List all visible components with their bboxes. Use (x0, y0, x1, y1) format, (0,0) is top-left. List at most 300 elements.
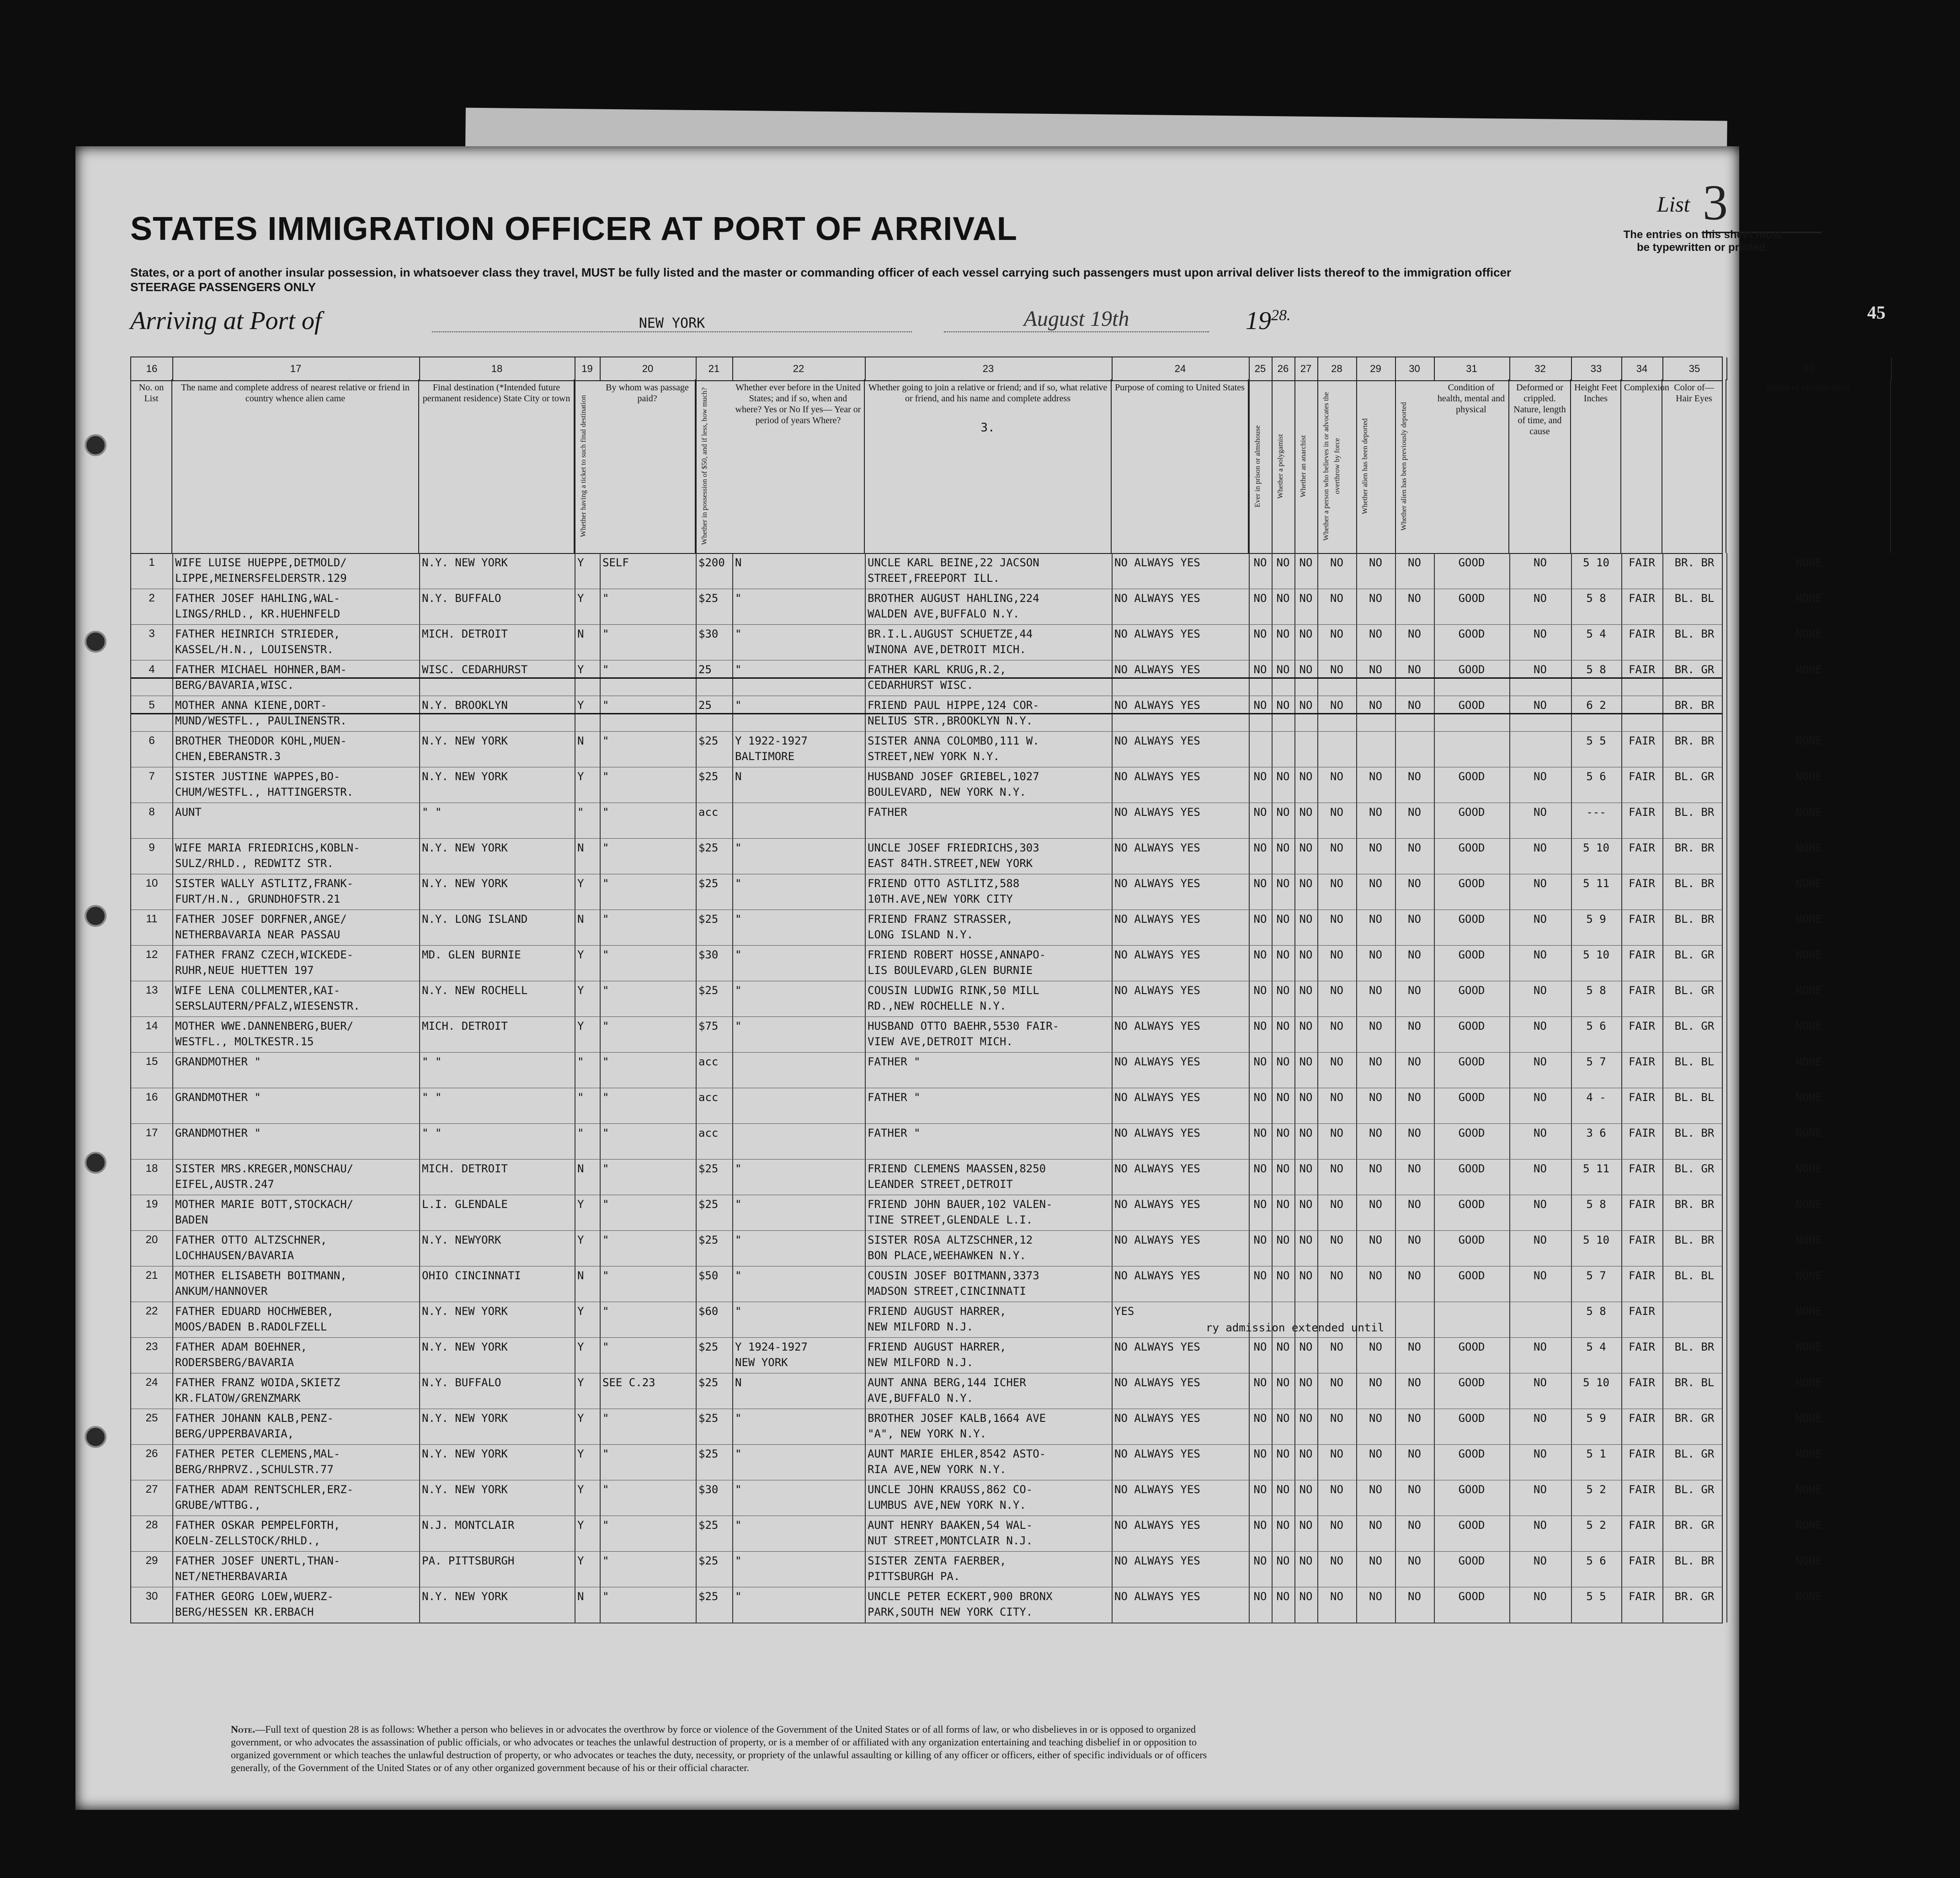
final-destination: N.Y. BUFFALO (422, 1376, 501, 1389)
table-row (131, 624, 1822, 660)
binder-ring-4 (85, 1152, 107, 1174)
deformed-flag: NO (1534, 1269, 1547, 1282)
deported-flag: NO (1369, 1519, 1382, 1532)
deformed-flag: NO (1534, 1447, 1547, 1460)
q28-flag: NO (1330, 1055, 1343, 1068)
prison-flag: NO (1253, 1519, 1267, 1532)
identification-marks: NONE (1795, 1341, 1822, 1353)
hair-eye-color: BR. BR (1674, 556, 1715, 569)
relative-address: FATHER OSKAR PEMPELFORTH, KOELN-ZELLSTOCK/RHLD., (175, 1519, 341, 1547)
table-row (131, 1587, 1822, 1623)
passage-paid-by: " (602, 1412, 609, 1425)
hair-eye-color: BR. GR (1674, 663, 1715, 676)
deformed-flag: NO (1534, 1554, 1547, 1567)
q28-flag: NO (1330, 1127, 1343, 1139)
complexion: FAIR (1629, 1055, 1655, 1068)
passage-paid-by: " (602, 1305, 609, 1318)
previous-visit: Y 1924-1927 NEW YORK (735, 1341, 808, 1369)
identification-marks: NONE (1795, 1412, 1822, 1425)
ticket-flag: N (577, 1269, 584, 1282)
anarchist-flag: NO (1299, 1483, 1313, 1496)
deported-flag: NO (1369, 1091, 1382, 1104)
money-amount: acc (698, 1127, 719, 1139)
identification-marks: NONE (1795, 1091, 1822, 1104)
q28-flag: NO (1330, 1091, 1343, 1104)
table-row (131, 1409, 1822, 1445)
column-heading-31: Condition of health, mental and physical (1434, 379, 1509, 553)
hair-eye-color: BR. BR (1674, 1198, 1715, 1211)
complexion: FAIR (1629, 1590, 1655, 1603)
health-condition: GOOD (1458, 1091, 1485, 1104)
anarchist-flag: NO (1299, 628, 1313, 640)
prev-deported-flag: NO (1408, 1412, 1421, 1425)
column-number-34: 34 (1621, 357, 1663, 380)
money-amount: $25 (698, 592, 719, 605)
prev-deported-flag: NO (1408, 806, 1421, 819)
previous-visit: " (735, 877, 742, 890)
complexion: FAIR (1629, 1519, 1655, 1532)
height: 5 8 (1586, 984, 1606, 997)
joining-relative: FATHER " (868, 1127, 921, 1139)
money-amount: $25 (698, 1198, 719, 1211)
relative-address: WIFE MARIA FRIEDRICHS,KOBLN- SULZ/RHLD., REDWITZ STR. (175, 841, 360, 870)
prison-flag: NO (1253, 770, 1267, 783)
previous-visit: N (735, 770, 742, 783)
column-number-33: 33 (1571, 357, 1622, 380)
complexion: FAIR (1629, 628, 1655, 640)
anarchist-flag: NO (1299, 948, 1313, 961)
table-row (131, 945, 1822, 981)
money-amount: $60 (698, 1305, 719, 1318)
previous-visit: " (735, 1590, 742, 1603)
health-condition: GOOD (1458, 1341, 1485, 1353)
row-number: 24 (145, 1376, 158, 1389)
polygamist-flag: NO (1276, 1162, 1290, 1175)
hair-eye-color: BR. BR (1674, 841, 1715, 854)
complexion: FAIR (1629, 592, 1655, 605)
ticket-flag: " (577, 1055, 584, 1068)
purpose-of-visit: NO ALWAYS YES (1114, 948, 1200, 961)
health-condition: GOOD (1458, 1590, 1485, 1603)
passage-paid-by: " (602, 1554, 609, 1567)
column-number-24: 24 (1112, 357, 1250, 380)
row-number: 1 (149, 556, 155, 569)
purpose-of-visit: NO ALWAYS YES (1114, 556, 1200, 569)
polygamist-flag: NO (1276, 770, 1290, 783)
hair-eye-color: BL. BR (1674, 913, 1715, 926)
prev-deported-flag: NO (1408, 1162, 1421, 1175)
purpose-of-visit: NO ALWAYS YES (1114, 1412, 1200, 1425)
arriving-label: Arriving at Port of (130, 307, 322, 335)
deformed-flag: NO (1534, 1162, 1547, 1175)
deformed-flag: NO (1534, 913, 1547, 926)
previous-visit (732, 1088, 865, 1123)
prison-flag: NO (1253, 1127, 1267, 1139)
money-amount: $25 (698, 1234, 719, 1246)
purpose-of-visit: NO ALWAYS YES (1114, 877, 1200, 890)
final-destination: N.Y. NEW YORK (422, 1412, 508, 1425)
money-amount: acc (698, 1091, 719, 1104)
hair-eye-color: BR. BL (1674, 1376, 1715, 1389)
polygamist-flag: NO (1276, 1198, 1290, 1211)
polygamist-flag: NO (1276, 1091, 1290, 1104)
height: 5 10 (1583, 841, 1609, 854)
ticket-flag: Y (577, 1020, 584, 1032)
anarchist-flag: NO (1299, 1590, 1313, 1603)
money-amount: $30 (698, 1483, 719, 1496)
table-row (131, 660, 1822, 696)
complexion: FAIR (1629, 1412, 1655, 1425)
health-condition: GOOD (1458, 1412, 1485, 1425)
table-row (131, 874, 1822, 910)
column-heading-28: Whether a person who believes in or advocates the overthrow by force (1317, 379, 1356, 553)
prev-deported-flag: NO (1408, 1055, 1421, 1068)
year-prefix: 19 (1246, 307, 1271, 335)
height: 5 5 (1586, 734, 1606, 747)
passage-paid-by: " (602, 770, 609, 783)
anarchist-flag: NO (1299, 1412, 1313, 1425)
column-23-mark: 3. (980, 421, 995, 435)
final-destination: N.Y. NEW YORK (422, 734, 508, 747)
strike-through-line (131, 713, 1722, 714)
deformed-flag: NO (1534, 1341, 1547, 1353)
purpose-of-visit: NO ALWAYS YES (1114, 1055, 1200, 1068)
purpose-of-visit: NO ALWAYS YES (1114, 1376, 1200, 1389)
joining-relative: FATHER " (868, 1091, 921, 1104)
health-condition: GOOD (1458, 1055, 1485, 1068)
final-destination: MICH. DETROIT (422, 1020, 508, 1032)
hair-eye-color: BL. BR (1674, 877, 1715, 890)
q28-flag: NO (1330, 1483, 1343, 1496)
prev-deported-flag: NO (1408, 1519, 1421, 1532)
column-number-30: 30 (1395, 357, 1435, 380)
table-row (131, 1266, 1822, 1302)
anarchist-flag: NO (1299, 806, 1313, 819)
deported-flag: NO (1369, 1590, 1382, 1603)
previous-visit: " (735, 628, 742, 640)
binder-ring-3 (85, 905, 107, 927)
ticket-flag: N (577, 1590, 584, 1603)
deported-flag: NO (1369, 1412, 1382, 1425)
anarchist-flag: NO (1299, 1269, 1313, 1282)
final-destination: N.Y. NEW YORK (422, 1590, 508, 1603)
passage-paid-by: " (602, 592, 609, 605)
column-heading-34: Complexion (1621, 379, 1662, 553)
column-heading-20: By whom was passage paid? (600, 379, 696, 553)
height: 5 4 (1586, 1341, 1606, 1353)
joining-relative: FATHER " (868, 1055, 921, 1068)
table-row (131, 981, 1822, 1017)
anarchist-flag: NO (1299, 1127, 1313, 1139)
previous-visit: " (735, 1483, 742, 1496)
row-number: 22 (145, 1305, 158, 1317)
joining-relative: SISTER ZENTA FAERBER, PITTSBURGH PA. (868, 1554, 1007, 1583)
relative-address: GRANDMOTHER " (175, 1055, 261, 1068)
q28-flag: NO (1330, 592, 1343, 605)
footnote-text: —Full text of question 28 is as follows: Whether a person who believes in or advocates the overthrow by force or violence of the Government of the United States or of all forms of law, or who disbelieves in or is opposed to organized government, or who advocates the assassination of public officials, or who advocates or teaches the unlawful destruction of property, or is a member of or affiliated with any organization entertaining and teaching disbelief in or opposition to organized government or which teaches the unlawful destruction of property, or who advocates or teaches the duty, necessity, or propriety of the unlawful assaulting or killing of any officer or officers, either of specific individuals or of officers generally, of the Government of the United States or of any other organized government because of his or their official character. (231, 1724, 1207, 1773)
table-row (131, 1444, 1822, 1480)
strike-through-line (131, 677, 1722, 679)
joining-relative: UNCLE JOSEF FRIEDRICHS,303 EAST 84TH.STREET,NEW YORK (868, 841, 1039, 870)
health-condition: GOOD (1458, 1020, 1485, 1032)
deformed-flag: NO (1534, 1091, 1547, 1104)
table-row (131, 696, 1722, 732)
column-number-23: 23 (865, 357, 1113, 380)
deported-flag: NO (1369, 913, 1382, 926)
row-number: 19 (145, 1198, 158, 1210)
joining-relative: FRIEND ROBERT HOSSE,ANNAPO- LIS BOULEVARD,GLEN BURNIE (868, 948, 1046, 977)
q28-flag: NO (1330, 1269, 1343, 1282)
prev-deported-flag: NO (1408, 628, 1421, 640)
q28-flag: NO (1330, 1590, 1343, 1603)
money-amount: $50 (698, 1269, 719, 1282)
anarchist-flag: NO (1299, 1020, 1313, 1032)
table-row (131, 1480, 1822, 1516)
relative-address: FATHER ADAM BOEHNER, RODERSBERG/BAVARIA (175, 1341, 307, 1369)
relative-address: MOTHER ELISABETH BOITMANN, ANKUM/HANNOVER (175, 1269, 347, 1298)
prev-deported-flag: NO (1408, 592, 1421, 605)
identification-marks: NONE (1795, 556, 1822, 569)
column-number-row (130, 356, 1815, 381)
page-number: 45 (1867, 302, 1885, 323)
prison-flag: NO (1253, 1447, 1267, 1460)
ticket-flag: Y (577, 1554, 584, 1567)
final-destination: N.Y. NEW YORK (422, 770, 508, 783)
money-amount: $25 (698, 1376, 719, 1389)
prison-flag: NO (1253, 1162, 1267, 1175)
health-condition: GOOD (1458, 1554, 1485, 1567)
subtitle-text: States, or a port of another insular possession, in whatsoever class they travel, MUST be fully listed and the master or commanding officer of each vessel carrying such passengers must upon arrival deliver lists thereof to the immigration officer (130, 266, 1512, 279)
final-destination: N.Y. NEW YORK (422, 1447, 508, 1460)
money-amount: $25 (698, 877, 719, 890)
complexion: FAIR (1629, 1483, 1655, 1496)
row-number: 12 (145, 948, 158, 961)
joining-relative: FRIEND AUGUST HARRER, NEW MILFORD N.J. (868, 1341, 1007, 1369)
prison-flag: NO (1253, 592, 1267, 605)
page-title: STATES IMMIGRATION OFFICER AT PORT OF ARRIVAL (130, 211, 1017, 247)
ticket-flag: N (577, 841, 584, 854)
relative-address: FATHER JOSEF DORFNER,ANGE/ NETHERBAVARIA NEAR PASSAU (175, 913, 347, 941)
deformed-flag: NO (1534, 1412, 1547, 1425)
deformed-flag: NO (1534, 1020, 1547, 1032)
previous-visit: " (735, 1412, 742, 1425)
final-destination: N.Y. NEW YORK (422, 841, 508, 854)
polygamist-flag: NO (1276, 984, 1290, 997)
health-condition: GOOD (1458, 628, 1485, 640)
ticket-flag: " (577, 1127, 584, 1139)
anarchist-flag: NO (1299, 1055, 1313, 1068)
table-row (131, 1230, 1822, 1266)
row-number: 9 (149, 841, 155, 854)
prev-deported-flag: NO (1408, 1554, 1421, 1567)
hair-eye-color: BL. GR (1674, 1447, 1715, 1460)
column-number-35: 35 (1662, 357, 1727, 380)
polygamist-flag: NO (1276, 806, 1290, 819)
height: 5 5 (1586, 1590, 1606, 1603)
previous-visit: " (735, 699, 742, 712)
identification-marks (1726, 696, 1891, 731)
previous-visit (732, 1123, 865, 1159)
health-condition: GOOD (1458, 663, 1485, 676)
table-row (131, 1373, 1822, 1409)
purpose-of-visit: NO ALWAYS YES (1114, 1483, 1200, 1496)
hair-eye-color: BL. GR (1674, 1483, 1715, 1496)
passage-paid-by: " (602, 841, 609, 854)
joining-relative: FRIEND FRANZ STRASSER, LONG ISLAND N.Y. (868, 913, 1013, 941)
final-destination: WISC. CEDARHURST (422, 663, 528, 676)
ticket-flag: Y (577, 984, 584, 997)
money-amount: $25 (698, 1590, 719, 1603)
row-number: 13 (145, 984, 158, 996)
prev-deported-flag: NO (1408, 1590, 1421, 1603)
prison-flag: NO (1253, 556, 1267, 569)
complexion: FAIR (1629, 1127, 1655, 1139)
hair-eye-color: BL. BR (1674, 1341, 1715, 1353)
health-condition: GOOD (1458, 1162, 1485, 1175)
complexion: FAIR (1629, 1198, 1655, 1211)
money-amount: $200 (698, 556, 725, 569)
purpose-of-visit: NO ALWAYS YES (1114, 1447, 1200, 1460)
height: 4 - (1586, 1091, 1606, 1104)
final-destination: N.Y. NEW YORK (422, 1483, 508, 1496)
passage-paid-by: " (602, 806, 609, 819)
previous-visit: " (735, 1162, 742, 1175)
money-amount: $75 (698, 1020, 719, 1032)
column-heading-32: Deformed or crippled. Nature, length of time, and cause (1509, 379, 1571, 553)
table-row (131, 1551, 1822, 1587)
polygamist-flag: NO (1276, 663, 1290, 676)
joining-relative: AUNT HENRY BAAKEN,54 WAL- NUT STREET,MONTCLAIR N.J. (868, 1519, 1033, 1547)
column-heading-27: Whether an anarchist (1294, 379, 1317, 553)
subtitle (130, 265, 1639, 294)
column-heading-29: Whether alien has been deported (1356, 379, 1395, 553)
prison-flag: NO (1253, 1020, 1267, 1032)
joining-relative: FATHER KARL KRUG,R.2, CEDARHURST WISC. (868, 663, 1007, 692)
anarchist-flag: NO (1299, 699, 1313, 712)
joining-relative: UNCLE PETER ECKERT,900 BRONX PARK,SOUTH NEW YORK CITY. (868, 1590, 1053, 1618)
complexion: FAIR (1629, 1341, 1655, 1353)
ticket-flag: N (577, 628, 584, 640)
passage-paid-by: " (602, 1020, 609, 1032)
hair-eye-color: BL. BR (1674, 1554, 1715, 1567)
purpose-of-visit: NO ALWAYS YES (1114, 628, 1200, 640)
prev-deported-flag: NO (1408, 877, 1421, 890)
prison-flag: NO (1253, 628, 1267, 640)
polygamist-flag: NO (1276, 1412, 1290, 1425)
prison-flag: NO (1253, 1341, 1267, 1353)
complexion: FAIR (1629, 1091, 1655, 1104)
identification-marks: NONE (1795, 1590, 1822, 1603)
manifest-sheet (75, 146, 1885, 1810)
height: 5 8 (1586, 1198, 1606, 1211)
complexion: FAIR (1629, 1554, 1655, 1567)
purpose-of-visit: NO ALWAYS YES (1114, 806, 1200, 819)
hair-eye-color: BL. GR (1674, 1162, 1715, 1175)
hair-eye-color: BL. BL (1674, 1269, 1715, 1282)
purpose-of-visit: NO ALWAYS YES (1114, 841, 1200, 854)
relative-address: GRANDMOTHER " (175, 1091, 261, 1104)
relative-address: FATHER JOHANN KALB,PENZ- BERG/UPPERBAVARIA, (175, 1412, 334, 1440)
health-condition: GOOD (1458, 1483, 1485, 1496)
deported-flag (1356, 731, 1395, 767)
relative-address: SISTER WALLY ASTLITZ,FRANK- FURT/H.N., GRUNDHOFSTR.21 (175, 877, 354, 905)
year-suffix: 28. (1271, 307, 1291, 324)
anarchist-flag: NO (1299, 984, 1313, 997)
prison-flag: NO (1253, 806, 1267, 819)
final-destination: N.Y. BROOKLYN (422, 699, 508, 712)
hair-eye-color: BR. BR (1674, 734, 1715, 747)
table-row (131, 1052, 1822, 1088)
row-number: 26 (145, 1447, 158, 1460)
height: 5 6 (1586, 1554, 1606, 1567)
height: 5 4 (1586, 628, 1606, 640)
polygamist-flag: NO (1276, 841, 1290, 854)
column-number-26: 26 (1272, 357, 1295, 380)
joining-relative: AUNT ANNA BERG,144 ICHER AVE,BUFFALO N.Y. (868, 1376, 1026, 1405)
deported-flag: NO (1369, 663, 1382, 676)
relative-address: SISTER JUSTINE WAPPES,BO- CHUM/WESTFL., HATTINGERSTR. (175, 770, 354, 798)
health-condition: GOOD (1458, 1198, 1485, 1211)
purpose-of-visit: NO ALWAYS YES (1114, 1590, 1200, 1603)
identification-marks: NONE (1795, 663, 1822, 676)
q28-flag: NO (1330, 556, 1343, 569)
ticket-flag: Y (577, 592, 584, 605)
height: 5 6 (1586, 770, 1606, 783)
joining-relative: FRIEND CLEMENS MAASSEN,8250 LEANDER STREET,DETROIT (868, 1162, 1046, 1191)
passage-paid-by: " (602, 699, 609, 712)
identification-marks: NONE (1795, 1127, 1822, 1139)
deported-flag: NO (1369, 1447, 1382, 1460)
complexion: FAIR (1629, 1447, 1655, 1460)
relative-address: GRANDMOTHER " (175, 1127, 261, 1139)
health-condition: GOOD (1458, 1269, 1485, 1282)
height: 5 2 (1586, 1483, 1606, 1496)
column-heading-30: Whether alien has been previously deported (1395, 379, 1434, 553)
deported-flag: NO (1369, 592, 1382, 605)
previous-visit: " (735, 948, 742, 961)
height: 5 1 (1586, 1447, 1606, 1460)
ticket-flag: " (577, 806, 584, 819)
health-condition: GOOD (1458, 1519, 1485, 1532)
polygamist-flag: NO (1276, 1376, 1290, 1389)
row-number: 30 (145, 1590, 158, 1602)
joining-relative: SISTER ROSA ALTZSCHNER,12 BON PLACE,WEEHAWKEN N.Y. (868, 1234, 1033, 1262)
deported-flag: NO (1369, 1376, 1382, 1389)
previous-visit: " (735, 841, 742, 854)
complexion: FAIR (1629, 770, 1655, 783)
ticket-flag: N (577, 913, 584, 926)
prev-deported-flag: NO (1408, 1483, 1421, 1496)
previous-visit: " (735, 663, 742, 676)
anarchist-flag: NO (1299, 1162, 1313, 1175)
ticket-flag: Y (577, 1412, 584, 1425)
hair-eye-color: BL. BL (1674, 1091, 1715, 1104)
column-heading-16: No. on List (131, 379, 172, 553)
deformed-flag: NO (1534, 1483, 1547, 1496)
previous-visit: N (735, 1376, 742, 1389)
deported-flag: NO (1369, 841, 1382, 854)
height: 5 2 (1586, 1519, 1606, 1532)
q28-flag: NO (1330, 1341, 1343, 1353)
money-amount: $25 (698, 1554, 719, 1567)
polygamist-flag: NO (1276, 1483, 1290, 1496)
final-destination: PA. PITTSBURGH (422, 1554, 515, 1567)
prison-flag: NO (1253, 1198, 1267, 1211)
deformed-flag: NO (1534, 948, 1547, 961)
manifest-table (130, 356, 1851, 1718)
column-heading-36: Marks of identification (1726, 379, 1891, 553)
purpose-of-visit: NO ALWAYS YES (1114, 1020, 1200, 1032)
